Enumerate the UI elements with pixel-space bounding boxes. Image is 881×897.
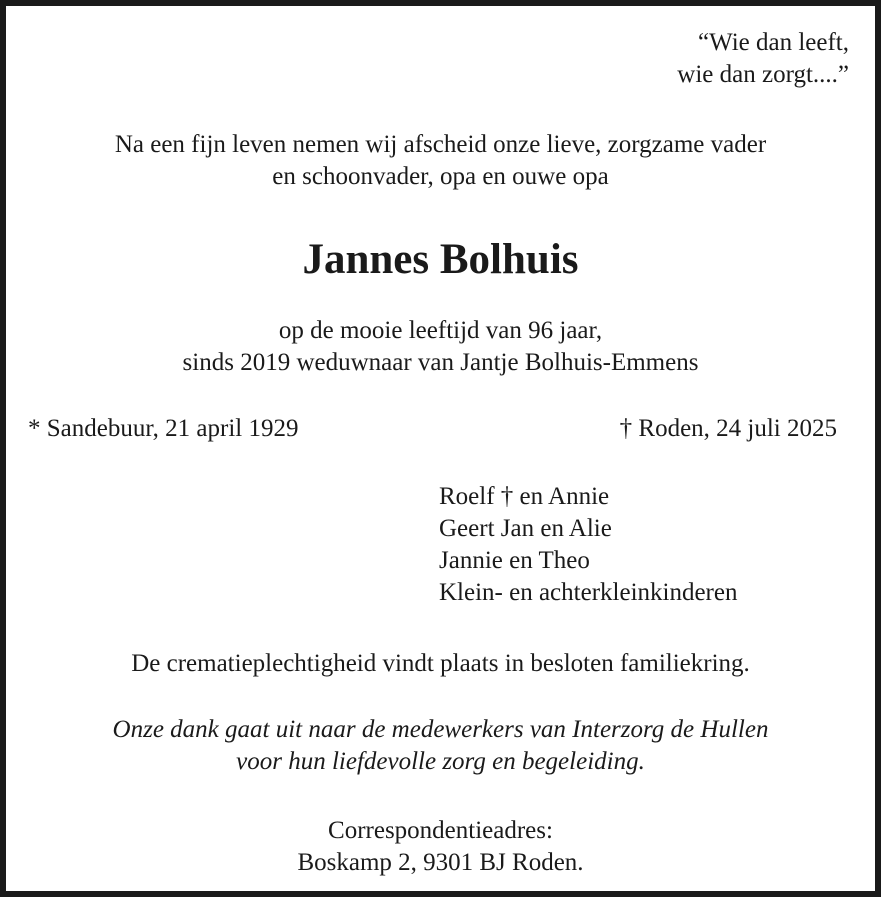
intro-line-2: en schoonvader, opa en ouwe opa [272,163,609,190]
quote [677,27,849,91]
family-member: Geert Jan en Alie [439,515,612,542]
death-info: † Roden, 24 juli 2025 [619,415,837,442]
age-text [6,315,875,379]
deceased-name: Jannes Bolhuis [302,236,579,283]
intro-line-1: Na een fijn leven nemen wij afscheid onze lieve, zorgzame vader [114,131,767,158]
address-value: Boskamp 2, 9301 BJ Roden. [297,849,584,876]
thanks-line-1: Onze dank gaat uit naar de medewerkers van Interzorg de Hullen [112,716,769,743]
thanks-note [6,714,875,778]
correspondence-address [6,815,875,879]
family-list [439,481,737,609]
quote-line-1: “Wie dan leeft, [698,29,849,56]
family-member: Klein- en achterkleinkinderen [439,579,738,606]
age-line-1: op de mooie leeftijd van 96 jaar, [278,317,603,344]
address-label: Correspondentieadres: [328,817,553,844]
family-member: Jannie en Theo [439,547,590,574]
thanks-line-2: voor hun liefdevolle zorg en begeleiding. [236,748,645,775]
age-line-2: sinds 2019 weduwnaar van Jantje Bolhuis-Emmens [182,349,699,376]
cremation-notice: De crematieplechtigheid vindt plaats in besloten familiekring. [131,650,750,677]
quote-line-2: wie dan zorgt....” [677,61,849,88]
birth-info: * Sandebuur, 21 april 1929 [28,415,299,442]
intro-text [6,129,875,193]
family-member: Roelf † en Annie [439,483,610,510]
